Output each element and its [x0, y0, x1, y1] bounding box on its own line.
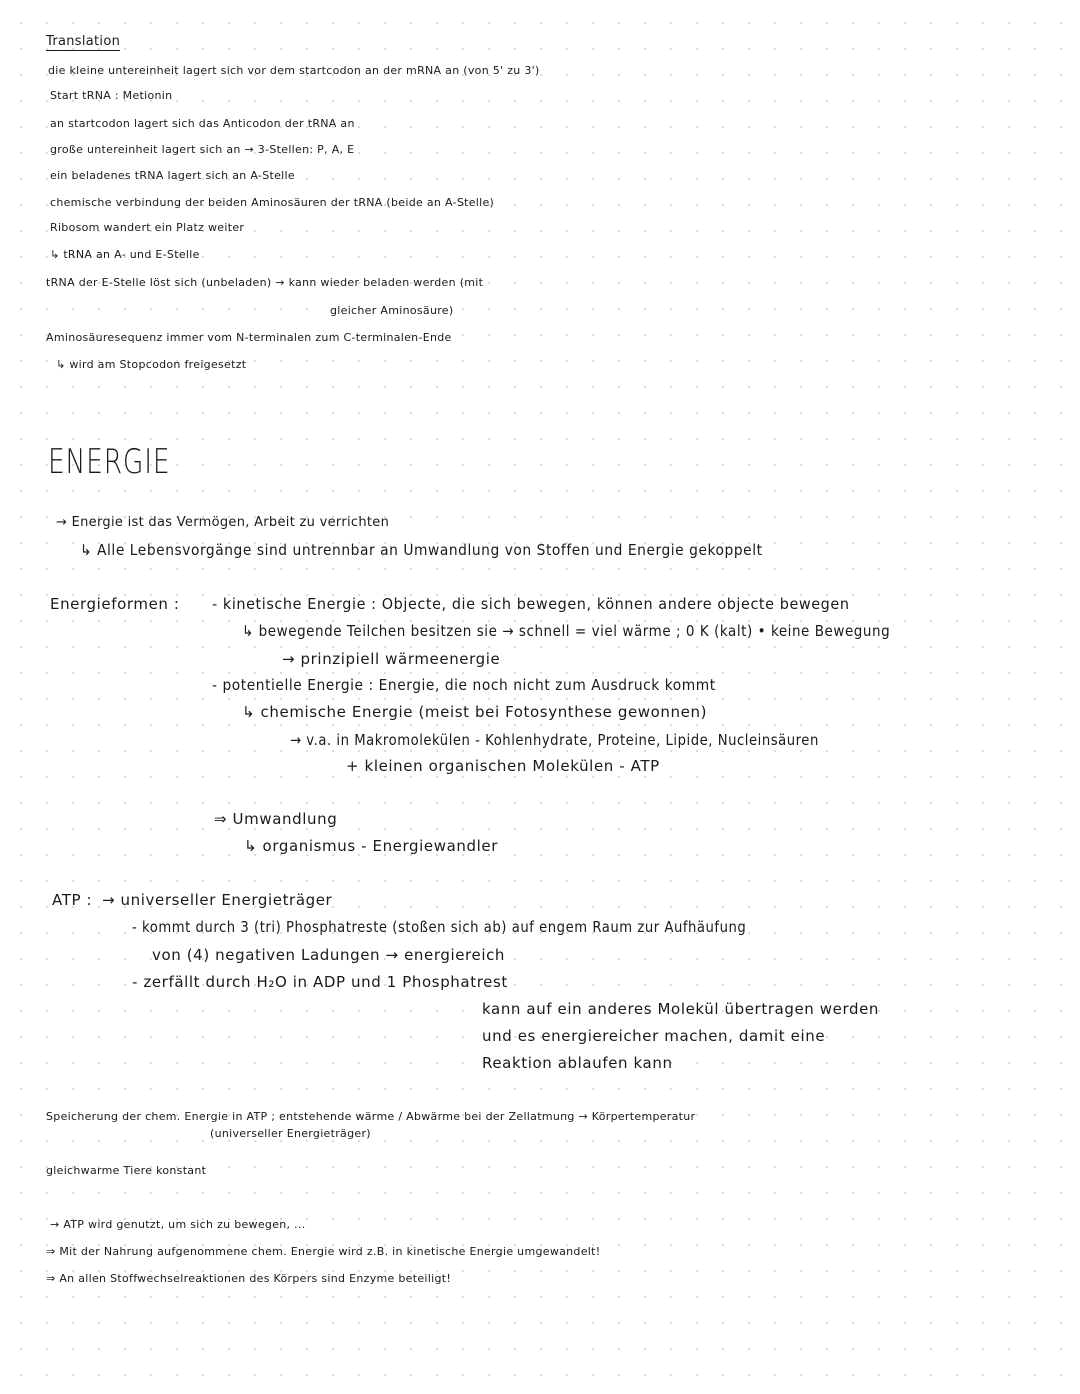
speicherung-line-2: (universeller Energieträger): [210, 1127, 371, 1140]
energieform-line-1: - kinetische Energie : Objecte, die sich bewegen, können andere objecte bewegen: [212, 595, 850, 613]
energieform-line-7: + kleinen organischen Molekülen - ATP: [346, 757, 660, 775]
translation-line-4: große untereinheit lagert sich an → 3-Stellen: P, A, E: [50, 143, 355, 156]
atp-line-1: → universeller Energieträger: [102, 891, 333, 909]
translation-line-11: Aminosäuresequenz immer vom N-terminalen zum C-terminalen-Ende: [46, 331, 452, 344]
atp-label: ATP :: [52, 891, 93, 909]
translation-line-3: an startcodon lagert sich das Anticodon der tRNA an: [50, 117, 355, 130]
atp-line-3: von (4) negativen Ladungen → energiereich: [152, 946, 506, 964]
atp-line-5: kann auf ein anderes Molekül übertragen werden: [482, 1000, 880, 1018]
schluss-line-2: ⇒ Mit der Nahrung aufgenommene chem. Energie wird z.B. in kinetische Energie umgewandelt!: [46, 1245, 601, 1258]
energieform-line-5: ↳ chemische Energie (meist bei Fotosynthese gewonnen): [242, 703, 708, 721]
translation-line-10: gleicher Aminosäure): [330, 304, 454, 317]
schluss-line-3: ⇒ An allen Stoffwechselreaktionen des Körpers sind Enzyme beteiligt!: [46, 1272, 452, 1285]
translation-line-8: ↳ tRNA an A- und E-Stelle: [50, 248, 200, 261]
energieform-line-2: ↳ bewegende Teilchen besitzen sie → schnell = viel wärme ; 0 K (kalt) • keine Bewegung: [242, 622, 891, 640]
atp-line-7: Reaktion ablaufen kann: [482, 1054, 673, 1072]
umwandlung-line-2: ↳ organismus - Energiewandler: [244, 837, 498, 855]
atp-line-6: und es energiereicher machen, damit eine: [482, 1027, 826, 1045]
translation-line-7: Ribosom wandert ein Platz weiter: [50, 221, 245, 234]
energieform-line-6: → v.a. in Makromolekülen - Kohlenhydrate, Proteine, Lipide, Nucleinsäuren: [290, 731, 819, 749]
gleichwarm-line: gleichwarme Tiere konstant: [46, 1164, 207, 1177]
energieform-line-3: → prinzipiell wärmeenergie: [282, 650, 501, 668]
energie-intro-2: ↳ Alle Lebensvorgänge sind untrennbar an Umwandlung von Stoffen und Energie gekoppelt: [80, 541, 763, 559]
translation-line-2: Start tRNA : Metionin: [50, 89, 173, 102]
translation-line-1: die kleine untereinheit lagert sich vor dem startcodon an der mRNA an (von 5' zu 3'): [48, 64, 540, 77]
schluss-line-1: → ATP wird genutzt, um sich zu bewegen, ...: [50, 1218, 306, 1231]
energie-title: ENERGIE: [48, 442, 171, 482]
atp-line-2: - kommt durch 3 (tri) Phosphatreste (stoßen sich ab) auf engem Raum zur Aufhäufung: [132, 918, 747, 936]
translation-line-6: chemische verbindung der beiden Aminosäuren der tRNA (beide an A-Stelle): [50, 196, 495, 209]
energie-intro-1: → Energie ist das Vermögen, Arbeit zu verrichten: [56, 515, 390, 530]
energieform-line-4: - potentielle Energie : Energie, die noch nicht zum Ausdruck kommt: [212, 676, 716, 694]
translation-heading: Translation: [46, 34, 121, 49]
translation-line-5: ein beladenes tRNA lagert sich an A-Stelle: [50, 169, 295, 182]
speicherung-line-1: Speicherung der chem. Energie in ATP ; entstehende wärme / Abwärme bei der Zellatmung → Körpertemperatur: [46, 1110, 696, 1123]
translation-line-9: tRNA der E-Stelle löst sich (unbeladen) → kann wieder beladen werden (mit: [46, 276, 484, 289]
translation-line-12: ↳ wird am Stopcodon freigesetzt: [56, 358, 247, 371]
energieformen-label: Energieformen :: [50, 595, 180, 613]
umwandlung-line-1: ⇒ Umwandlung: [214, 810, 338, 828]
atp-line-4: - zerfällt durch H₂O in ADP und 1 Phosphatrest: [132, 973, 508, 991]
